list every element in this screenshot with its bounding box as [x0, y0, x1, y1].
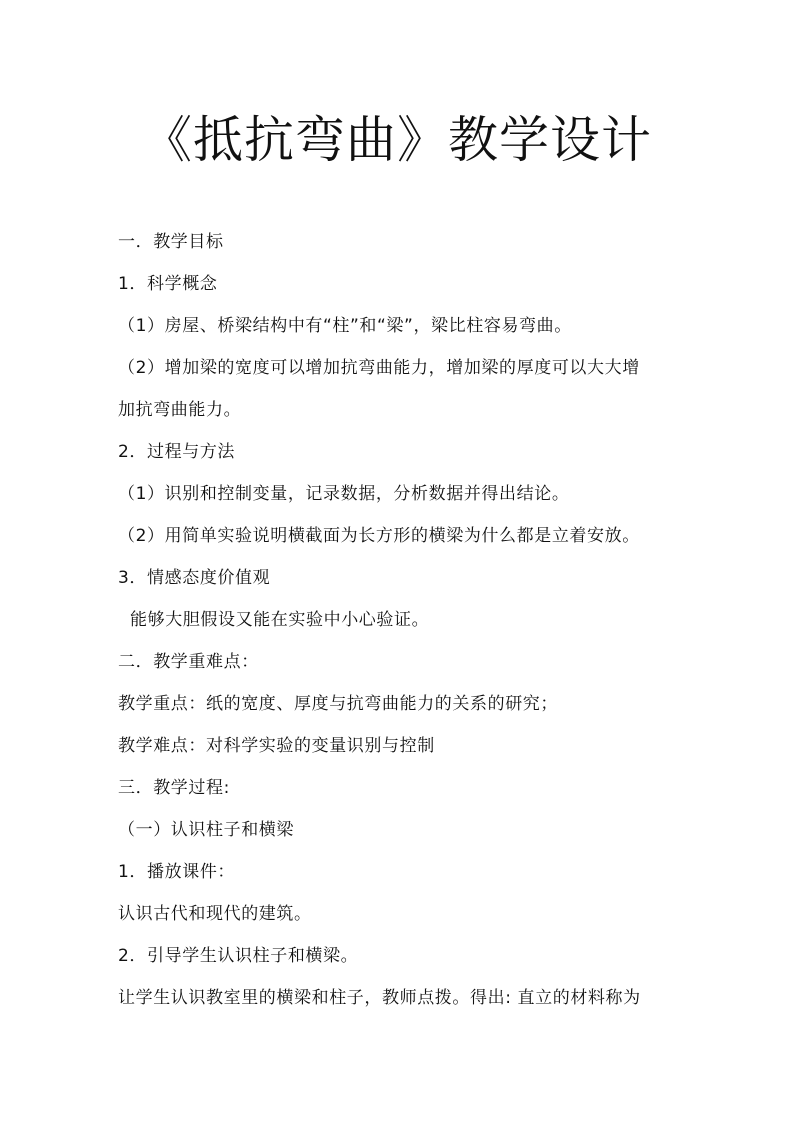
subheading-columns-beams: （一）认识柱子和横梁 [118, 820, 294, 840]
section-heading-process: 三．教学过程: [118, 778, 230, 798]
paragraph-line: 加抗弯曲能力。 [118, 400, 242, 420]
paragraph-line: 1．播放课件： [118, 862, 236, 882]
subheading-process-methods: 2．过程与方法 [118, 442, 236, 462]
section-heading-key-points: 二．教学重难点： [118, 652, 259, 672]
paragraph-line: （2）增加梁的宽度可以增加抗弯曲能力，增加梁的厚度可以大大增 [118, 358, 640, 378]
paragraph-line: 让学生认识教室里的横梁和柱子，教师点拨。得出: 直立的材料称为 [118, 988, 641, 1008]
paragraph-line: 认识古代和现代的建筑。 [118, 904, 312, 924]
subheading-attitudes-values: 3．情感态度价值观 [118, 568, 271, 588]
paragraph-line: 教学难点：对科学实验的变量识别与控制 [118, 736, 435, 756]
paragraph-line: 教学重点：纸的宽度、厚度与抗弯曲能力的关系的研究； [118, 694, 558, 714]
section-heading-objectives: 一．教学目标 [118, 232, 224, 252]
paragraph-line: （2）用简单实验说明横截面为长方形的横梁为什么都是立着安放。 [118, 526, 640, 546]
paragraph-line: （1）识别和控制变量，记录数据，分析数据并得出结论。 [118, 484, 570, 504]
paragraph-line: 2．引导学生认识柱子和横梁。 [118, 946, 359, 966]
paragraph-line: （1）房屋、桥梁结构中有“柱”和“梁”，梁比柱容易弯曲。 [118, 316, 572, 336]
paragraph-line: 能够大胆假设又能在实验中小心验证。 [130, 610, 430, 630]
document-title: 《抵抗弯曲》教学设计 [142, 111, 652, 169]
subheading-science-concepts: 1．科学概念 [118, 274, 218, 294]
